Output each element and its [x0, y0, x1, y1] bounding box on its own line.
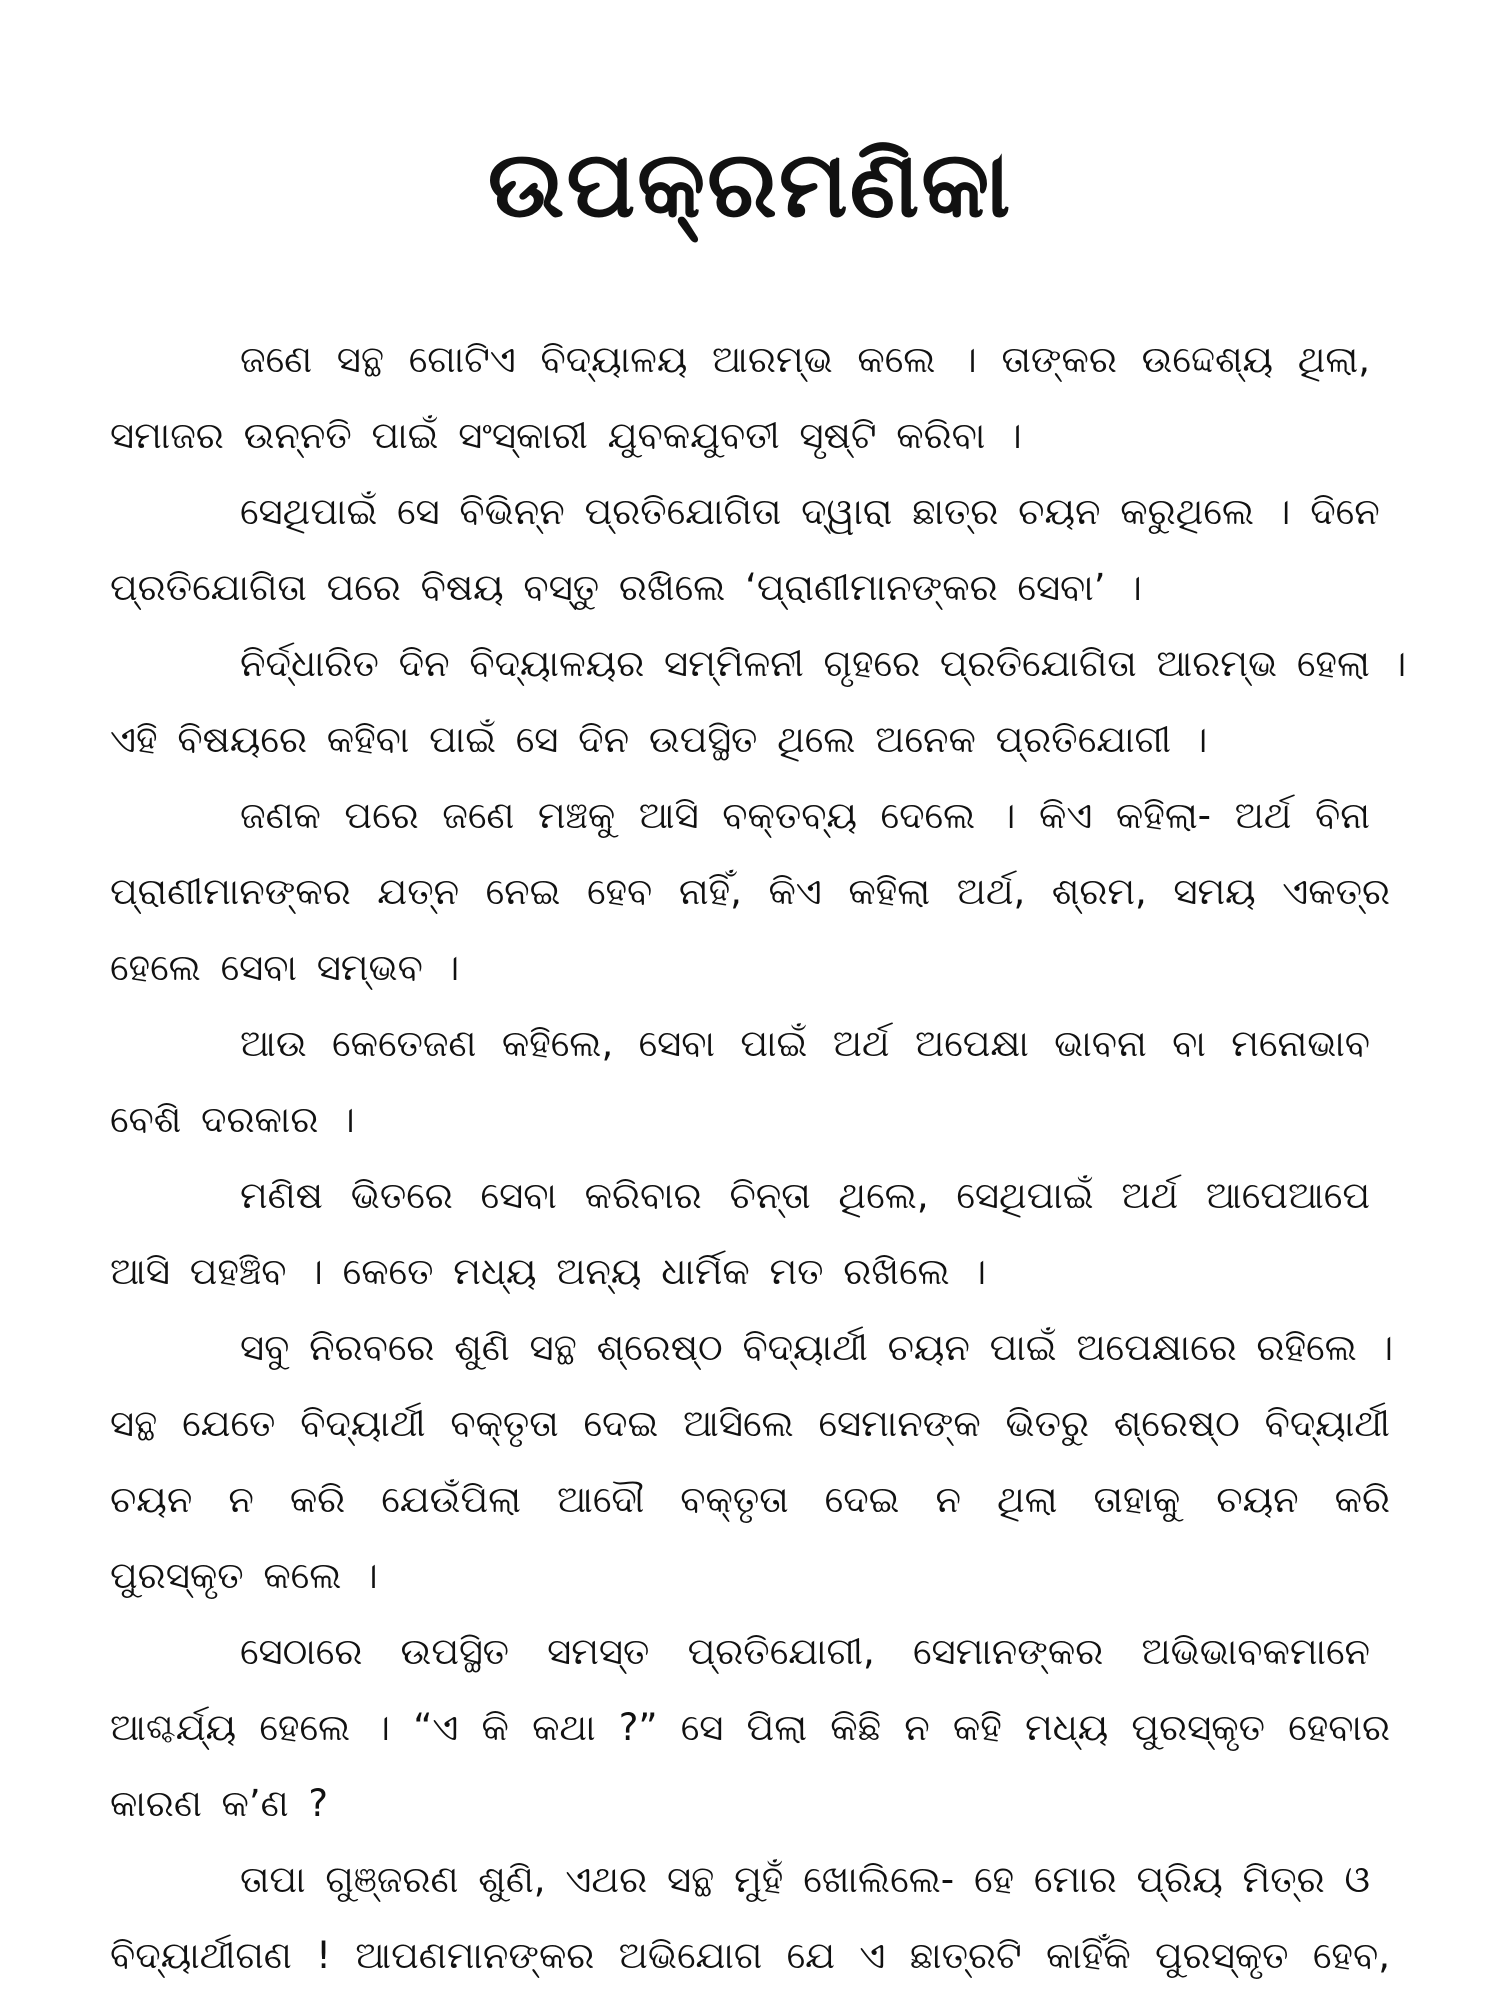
page-title: ଉପକ୍ରମଣିକା: [487, 131, 1013, 238]
text-line: ପ୍ରାଣୀମାନଙ୍କର ଯତ୍ନ ନେଇ ହେବ ନାହିଁ, କିଏ କହିଲା ଅର୍ଥ, ଶ୍ରମ, ସମୟ ଏକତ୍ର: [110, 870, 1390, 913]
text-line: ବେଶି ଦରକାର ।: [110, 1098, 355, 1141]
text-line: ପ୍ରତିଯୋଗିତା ପରେ ବିଷୟ ବସ୍ତୁ ରଖିଲେ ‘ପ୍ରାଣୀମାନଙ୍କର ସେବା’ ।: [110, 566, 1142, 609]
text-line: ଆଶ୍ଚର୍ଯ୍ୟ ହେଲେ । “ଏ କି କଥା ?” ସେ ପିଲା କିଛି ନ କହି ମଧ୍ୟ ପୁରସ୍କୃତ ହେବାର: [110, 1706, 1390, 1749]
text-line: ହେଲେ ସେବା ସମ୍ଭବ ।: [110, 946, 460, 989]
text-line: ଚୟନ ନ କରି ଯେଉଁପିଲା ଆଦୌ ବକ୍ତୃତା ଦେଇ ନ ଥିଲା ତାହାକୁ ଚୟନ କରି: [110, 1478, 1390, 1521]
text-line: ଏହି ବିଷୟରେ କହିବା ପାଇଁ ସେ ଦିନ ଉପସ୍ଥିତ ଥିଲେ ଅନେକ ପ୍ରତିଯୋଗୀ ।: [110, 718, 1208, 761]
text-line: ମଣିଷ ଭିତରେ ସେବା କରିବାର ଚିନ୍ତା ଥିଲେ, ସେଥିପାଇଁ ଅର୍ଥ ଆପେଆପେ: [240, 1174, 1370, 1217]
text-line: ସମାଜର ଉନ୍ନତି ପାଇଁ ସଂସ୍କାରୀ ଯୁବକଯୁବତୀ ସୃଷ୍ଟି କରିବା ।: [110, 414, 1022, 457]
text-line: କାରଣ କ’ଣ ?: [110, 1782, 329, 1825]
text-line: ସନ୍ଥ ଯେତେ ବିଦ୍ୟାର୍ଥୀ ବକ୍ତୃତା ଦେଇ ଆସିଲେ ସେମାନଙ୍କ ଭିତରୁ ଶ୍ରେଷ୍ଠ ବିଦ୍ୟାର୍ଥୀ: [110, 1402, 1390, 1445]
text-line: ସେଥିପାଇଁ ସେ ବିଭିନ୍ନ ପ୍ରତିଯୋଗିତା ଦ୍ୱାରା ଛାତ୍ର ଚୟନ କରୁଥିଲେ । ଦିନେ: [240, 490, 1380, 533]
text-line: ଜଣକ ପରେ ଜଣେ ମଞ୍ଚକୁ ଆସି ବକ୍ତବ୍ୟ ଦେଲେ । କିଏ କହିଲା- ଅର୍ଥ ବିନା: [240, 794, 1370, 837]
text-line: ତାପା ଗୁଞ୍ଜରଣ ଶୁଣି, ଏଥର ସନ୍ଥ ମୁହଁ ଖୋଲିଲେ- ହେ ମୋର ପ୍ରିୟ ମିତ୍ର ଓ: [240, 1858, 1370, 1901]
text-line: ପୁରସ୍କୃତ କଲେ ।: [110, 1554, 378, 1597]
text-line: ସେଠାରେ ଉପସ୍ଥିତ ସମସ୍ତ ପ୍ରତିଯୋଗୀ, ସେମାନଙ୍କର ଅଭିଭାବକମାନେ: [240, 1630, 1370, 1673]
text-line: ବିଦ୍ୟାର୍ଥୀଗଣ ! ଆପଣମାନଙ୍କର ଅଭିଯୋଗ ଯେ ଏ ଛାତ୍ରଟି କାହିଁକି ପୁରସ୍କୃତ ହେବ,: [110, 1934, 1390, 1977]
text-line: ଜଣେ ସନ୍ଥ ଗୋଟିଏ ବିଦ୍ୟାଳୟ ଆରମ୍ଭ କଲେ । ତାଙ୍କର ଉଦ୍ଦେଶ୍ୟ ଥିଲା,: [240, 338, 1370, 381]
text-line: ଆଉ କେତେଜଣ କହିଲେ, ସେବା ପାଇଁ ଅର୍ଥ ଅପେକ୍ଷା ଭାବନା ବା ମନୋଭାବ: [240, 1022, 1370, 1065]
text-line: ନିର୍ଦ୍ଧାରିତ ଦିନ ବିଦ୍ୟାଳୟର ସମ୍ମିଳନୀ ଗୃହରେ ପ୍ରତିଯୋଗିତା ଆରମ୍ଭ ହେଲା ।: [240, 642, 1407, 685]
text-line: ଆସି ପହଞ୍ଚିବ । କେତେ ମଧ୍ୟ ଅନ୍ୟ ଧାର୍ମିକ ମତ ରଖିଲେ ।: [110, 1250, 987, 1293]
text-line: ସବୁ ନିରବରେ ଶୁଣି ସନ୍ଥ ଶ୍ରେଷ୍ଠ ବିଦ୍ୟାର୍ଥୀ ଚୟନ ପାଇଁ ଅପେକ୍ଷାରେ ରହିଲେ ।: [240, 1326, 1394, 1369]
